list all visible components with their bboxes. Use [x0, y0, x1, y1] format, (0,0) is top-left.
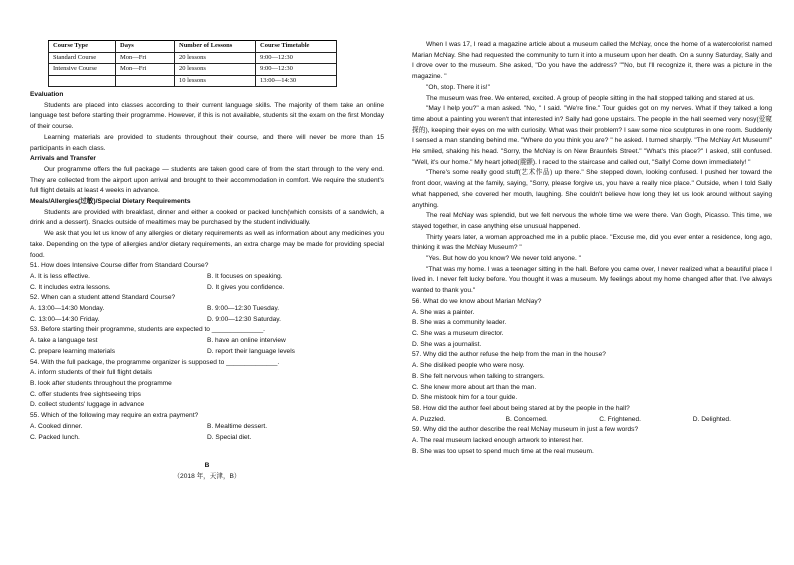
paragraph: Thirty years later, a woman approached me in a public place. "Excuse me, did you ever enter a residence, long ago, thinking it was the McNay Museum? " [412, 233, 772, 252]
option: A. She was a painter. [412, 308, 475, 316]
option: B. She was too upset to spend much time at the real museum. [412, 447, 594, 455]
option: A. inform students of their full flight details [30, 369, 153, 377]
table-header: Course Timetable [256, 41, 337, 53]
section-heading: Arrivals and Transfer [30, 155, 96, 163]
option: B. Mealtime dessert. [207, 422, 268, 430]
question: 58. How did the author feel about being stared at by the people in the hall? [412, 404, 630, 412]
paragraph: "Oh, stop. There it is!" [426, 83, 490, 91]
paragraph: When I was 17, I read a magazine article about a museum called the McNay, once the home of a watercolorist named Marian McNay. She had requested the community to turn it into a museum upon her death. On a sunny Saturday, Sally and I drove over to the museum. She asked, "Do you have the address? ""No, but I'll recognize it, there was a picture in the magazine. " [412, 41, 772, 81]
table-cell: 10 lessons [175, 75, 256, 87]
option: C. offer students free sightseeing trips [30, 390, 141, 398]
table-row [49, 75, 337, 87]
section-label: B [204, 462, 210, 470]
option: D. She mistook him for a tour guide. [412, 394, 518, 402]
table-cell: 9:00—12:30 [256, 52, 337, 64]
question: 53. Before starting their programme, students are expected to ______________. [30, 326, 265, 334]
course-table [48, 40, 337, 87]
option: C. Frightened. [599, 415, 641, 423]
table-cell: 9:00—12:30 [256, 64, 337, 76]
table-cell: 20 lessons [175, 64, 256, 76]
table-header-row [49, 41, 337, 53]
option: B. She felt nervous when talking to strangers. [412, 372, 545, 380]
option: C. It includes extra lessons. [30, 283, 111, 291]
paragraph: "May I help you?" a man asked. "No, " I said. "We're fine." Tour guides got on my nerves. What if they talked a long time about a painting you weren't that interested in? Sally had gone upstairs. The people in the hall seemed very nosy(爱窥探的), keeping their eyes on me with curiosity. What was their problem? I saw some nice sculptures in one room. Suddenly I sensed a man standing behind me. "Where do you think you are? " he asked. I turned sharply. "The McNay Art Museum!" He smiled, shaking his head. "Sorry, the McNay is on New Braunfels Street." "What's this place?" I asked, still confused. "Well, it's our home." My heart jolted(震颤). I raced to the staircase and called out, "Sally! Come down immediately! " [412, 105, 772, 166]
option: A. The real museum lacked enough artwork to interest her. [412, 437, 584, 445]
option: B. It focuses on speaking. [207, 272, 283, 280]
option: B. look after students throughout the programme [30, 379, 172, 387]
source-note: （2018 年，天津，B） [173, 472, 241, 480]
options [30, 315, 384, 326]
option: D. Delighted. [692, 415, 731, 423]
option: A. It is less effective. [30, 272, 90, 280]
option: D. 9:00—12:30 Saturday. [207, 315, 281, 323]
option: C. She knew more about art than the man. [412, 383, 537, 391]
table-cell: Mon—Fri [116, 64, 175, 76]
option: D. It gives you confidence. [207, 283, 285, 291]
option: D. report their language levels [207, 347, 295, 355]
option: B. She was a community leader. [412, 319, 507, 327]
paragraph: The real McNay was splendid, but we felt nervous the whole time we were there. Van Gogh, Picasso. This time, we stayed together, in case anything else unusual happened. [412, 212, 772, 230]
options [30, 272, 384, 283]
question: 54. With the full package, the programme organizer is supposed to ______________. [30, 358, 280, 366]
paragraph: "Yes. But how do you know? We never told anyone. " [426, 255, 581, 263]
option: A. Puzzled. [412, 415, 446, 423]
option: C. Packed lunch. [30, 433, 80, 441]
option: B. have an online interview [207, 337, 286, 345]
table-cell: Mon—Fri [116, 52, 175, 64]
right-column [412, 40, 772, 457]
question: 55. Which of the following may require an extra payment? [30, 412, 199, 420]
question: 56. What do we know about Marian McNay? [412, 297, 542, 305]
table-cell: 20 lessons [175, 52, 256, 64]
question: 57. Why did the author refuse the help from the man in the house? [412, 351, 606, 359]
paragraph: Learning materials are provided to students throughout their course, and there will never be more than 15 participants in each class. [30, 133, 384, 152]
table-header: Days [116, 41, 175, 53]
paragraph: Our programme offers the full package — students are taken good care of from the start through to the very end. They are collected from the airport upon arrival and brought to their accommodation in comfort. We require the student's full flight details at least 4 weeks in advance. [30, 165, 384, 195]
options [30, 304, 384, 315]
paragraph: The museum was free. We entered, excited. A group of people sitting in the hall stopped talking and stared at us. [426, 94, 755, 102]
options [30, 433, 384, 444]
table-header: Course Type [49, 41, 116, 53]
table-row [49, 64, 337, 76]
options [412, 415, 772, 426]
question: 52. When can a student attend Standard Course? [30, 294, 176, 302]
option: A. take a language test [30, 337, 98, 345]
table-cell: 13:00—14:30 [256, 75, 337, 87]
paragraph: "There's some really good stuff(艺术作品) up there." She stepped down, looking confused. I pushed her toward the front door, waving at the family, saying, "Sorry, please forgive us, you have a really nice place." Outside, when I told Sally what happened, she covered her mouth, laughing. She couldn't believe how long they let us look around without saying anything. [412, 169, 772, 209]
option: A. She disliked people who were nosy. [412, 362, 525, 370]
paragraph: We ask that you let us know of any allergies or dietary requirements as well as information about any medicines you take. Depending on the type of allergies and/or dietary requirements, an extra charge may be made for providing special food. [30, 230, 384, 259]
paragraph: "That was my home. I was a teenager sitting in the hall. Before you came over, I never realized what a beautiful place I lived in. I never felt lucky before. You thought it was a museum. My feelings about my home changed after that. I've always wanted to thank you." [412, 265, 772, 295]
paragraph: Students are placed into classes according to their current language skills. The majority of them take an online language test before starting their programme. However, if this is not available, students sit the exam on the first Monday of their course. [30, 101, 384, 131]
question: 59. Why did the author describe the real McNay museum in just a few words? [412, 426, 639, 434]
option: C. 13:00—14:30 Friday. [30, 315, 100, 323]
option: D. She was a journalist. [412, 340, 482, 348]
option: C. She was a museum director. [412, 329, 504, 337]
option: D. Special diet. [207, 433, 252, 441]
option: B. 9:00—12:30 Tuesday. [207, 305, 280, 313]
options [30, 283, 384, 294]
question: 51. How does Intensive Course differ from Standard Course? [30, 262, 209, 270]
table-header: Number of Lessons [175, 41, 256, 53]
options [30, 422, 384, 433]
option: C. prepare learning materials [30, 347, 116, 355]
option: B. Concerned. [505, 415, 548, 423]
table-cell [49, 75, 116, 87]
table-cell: Standard Course [49, 52, 116, 64]
table-row [49, 52, 337, 64]
left-column [30, 40, 384, 483]
table-cell: Intensive Course [49, 64, 116, 76]
option: A. 13:00—14:30 Monday. [30, 305, 105, 313]
option: A. Cooked dinner. [30, 422, 83, 430]
options [30, 336, 384, 347]
section-heading: Meals/Allergies(过敏)/Special Dietary Requirements [30, 198, 191, 206]
paragraph: Students are provided with breakfast, dinner and either a cooked or packed lunch(which consists of a sandwich, a drink and a dessert). Snacks outside of mealtimes may be purchased by the student individually. [30, 208, 384, 227]
table-cell [116, 75, 175, 87]
section-heading: Evaluation [30, 91, 64, 98]
options [30, 347, 384, 358]
option: D. collect students' luggage in advance [30, 401, 145, 409]
